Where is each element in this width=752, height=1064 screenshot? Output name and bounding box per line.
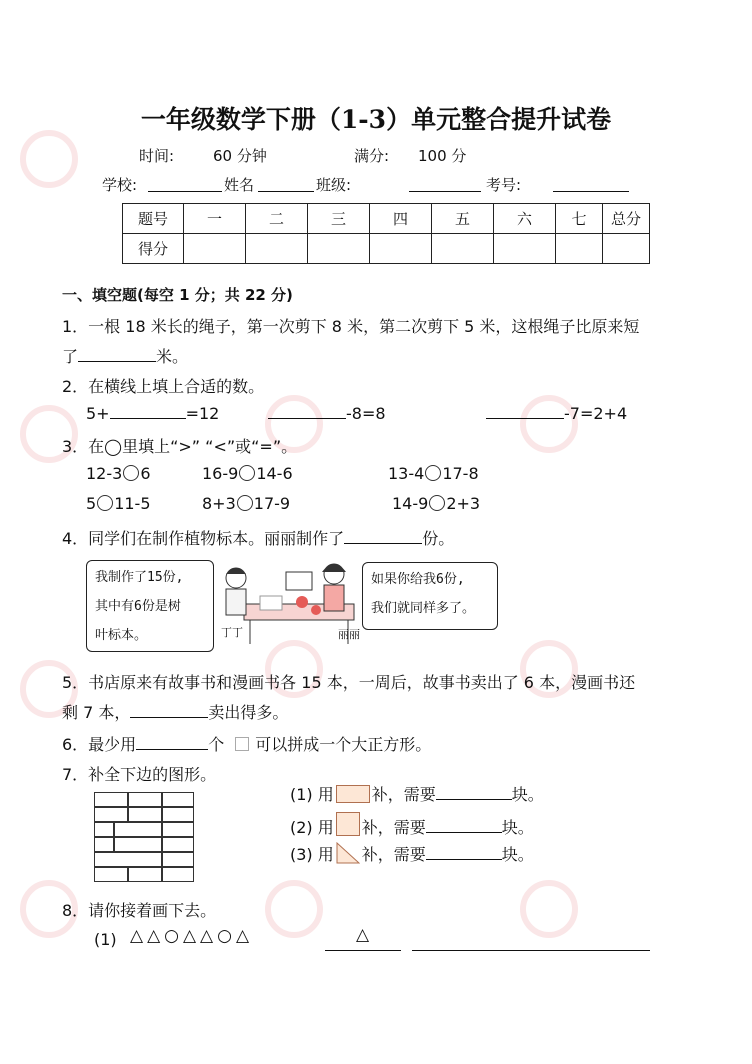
score-header-cell: 七 [556,204,603,234]
answer-blank[interactable] [344,542,422,544]
compare-right: 2+3 [446,494,481,513]
compare-circle[interactable] [429,495,445,511]
time-label: 时间: [139,147,175,165]
compare-left: 8+3 [202,494,236,513]
right-triangle-icon [336,842,360,864]
question-text: (3) 用 [290,845,334,864]
question-7: 7．补全下边的图形。 [62,765,217,784]
question-text: (1) 用 [290,785,334,804]
answer-blank[interactable] [426,831,502,833]
small-square-icon [235,737,249,751]
compare-item [86,494,151,513]
section-heading: 一、填空题(每空 1 分；共 22 分) [62,286,293,304]
q4-illustration [86,556,492,654]
compare-item [202,494,290,513]
exam-no-field[interactable] [553,190,629,192]
name-lili: 丽丽 [338,628,360,641]
q7-item-1 [290,782,544,805]
name-field[interactable] [258,190,314,192]
score-header-cell: 四 [370,204,432,234]
score-cell[interactable] [370,234,432,264]
answer-blank[interactable] [426,858,502,860]
compare-left: 13-4 [388,464,425,483]
q8-answer-line[interactable] [325,949,401,951]
score-cell[interactable] [556,234,603,264]
watermark-logo-icon [20,130,78,188]
class-label: 班级: [316,176,352,194]
watermark-logo-icon [520,880,578,938]
question-text: -8=8 [346,404,386,423]
speech-bubble-dingding [86,560,214,652]
question-6 [62,732,431,755]
compare-circle[interactable] [425,465,441,481]
answer-blank[interactable] [130,716,208,718]
watermark-logo-icon [265,880,323,938]
q8-pattern-sequence: △△○△△○△ [130,926,254,946]
question-1-line2 [62,344,188,367]
score-row-label: 得分 [123,234,184,264]
question-text: -7=2+4 [564,404,628,423]
page-title: 一年级数学下册（1-3）单元整合提升试卷 [140,105,612,134]
bubble-line: 我制作了15份, [95,570,184,585]
question-text: 6．最少用 [62,735,137,754]
bubble-line: 叶标本。 [95,628,148,643]
compare-circle[interactable] [237,495,253,511]
compare-right: 17-8 [442,464,479,483]
q8-answer-line[interactable] [412,949,650,951]
question-text: 5+ [86,404,110,423]
question-5-line2 [62,700,288,723]
compare-right: 6 [140,464,151,483]
question-text: 补，需要 [361,845,426,864]
compare-right: 14-6 [256,464,293,483]
score-table [122,203,650,264]
question-text: 卖出得多。 [208,703,289,722]
class-field[interactable] [409,190,481,192]
question-2a [86,404,219,423]
question-2b [268,404,386,423]
score-header-cell: 一 [184,204,246,234]
question-3: 3．在◯里填上“>” “<”或“=”。 [62,437,298,456]
incomplete-shape-figure [94,792,194,882]
question-text: 米。 [156,347,189,366]
question-8: 8．请你接着画下去。 [62,901,217,920]
score-cell[interactable] [432,234,494,264]
bubble-line: 如果你给我6份, [371,572,465,587]
compare-item [388,464,479,483]
score-label: 满分: [354,147,390,165]
compare-item [86,464,151,483]
score-value: 100 分 [418,147,467,165]
q8-label: (1) [94,930,117,949]
compare-circle[interactable] [123,465,139,481]
question-text: (2) 用 [290,818,334,837]
answer-blank[interactable] [78,360,156,362]
score-table-header-row [123,204,650,234]
score-cell[interactable] [246,234,308,264]
compare-left: 16-9 [202,464,239,483]
score-table-score-row [123,234,650,264]
answer-blank[interactable] [436,798,512,800]
score-cell[interactable] [308,234,370,264]
bubble-line: 我们就同样多了。 [371,601,476,616]
compare-left: 5 [86,494,97,513]
question-text: 4．同学们在制作植物标本。丽丽制作了 [62,529,345,548]
question-text: 补，需要 [361,818,426,837]
q7-item-3 [290,842,534,865]
bubble-line: 其中有6份是树 [95,599,181,614]
score-header-cell: 三 [308,204,370,234]
compare-right: 11-5 [114,494,151,513]
speech-bubble-lili [362,562,498,630]
question-text: 补，需要 [371,785,436,804]
score-cell[interactable] [184,234,246,264]
score-header-cell: 六 [494,204,556,234]
long-rectangle-icon [336,785,370,803]
school-label: 学校: [102,176,138,194]
question-text: 块。 [501,818,534,837]
answer-blank[interactable] [110,417,186,419]
question-2: 2．在横线上填上合适的数。 [62,377,265,396]
question-4 [62,526,454,549]
question-text: 了 [62,347,79,366]
q8-answer-shape: △ [356,925,370,945]
score-header-cell: 题号 [123,204,184,234]
compare-circle[interactable] [97,495,113,511]
question-text: 可以拼成一个大正方形。 [255,735,432,754]
score-header-cell: 五 [432,204,494,234]
question-text: 剩 7 本， [62,703,131,722]
exam-no-label: 考号: [486,176,522,194]
score-header-cell: 二 [246,204,308,234]
compare-item [202,464,293,483]
question-text: 个 [208,735,225,754]
compare-left: 12-3 [86,464,123,483]
compare-item [392,494,480,513]
compare-circle[interactable] [239,465,255,481]
question-text: =12 [185,404,220,423]
q7-item-2 [290,812,534,838]
compare-left: 14-9 [392,494,429,513]
school-field[interactable] [148,190,222,192]
time-value: 60 分钟 [213,147,267,165]
question-1-line1: 1．一根 18 米长的绳子，第一次剪下 8 米，第二次剪下 5 米，这根绳子比原来短 [62,317,640,336]
square-icon [336,812,360,836]
compare-right: 17-9 [253,494,291,513]
score-cell[interactable] [603,234,650,264]
question-text: 块。 [511,785,544,804]
question-text: 块。 [501,845,534,864]
name-label: 姓名 [224,176,255,194]
question-5-line1: 5．书店原来有故事书和漫画书各 15 本，一周后，故事书卖出了 6 本，漫画书还 [62,673,636,692]
score-header-cell: 总分 [603,204,650,234]
name-dingding: 丁丁 [221,626,243,639]
answer-blank[interactable] [486,417,564,419]
question-2c [486,404,627,423]
answer-blank[interactable] [268,417,346,419]
question-text: 份。 [422,529,455,548]
score-cell[interactable] [494,234,556,264]
answer-blank[interactable] [136,748,208,750]
